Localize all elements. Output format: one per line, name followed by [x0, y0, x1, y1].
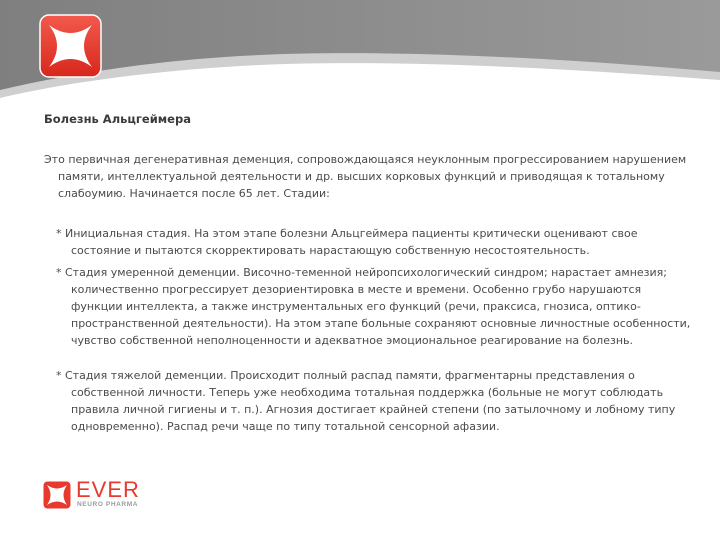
header-logo	[39, 14, 102, 78]
ever-star-logo-icon	[39, 14, 102, 78]
footer-logo	[43, 477, 153, 511]
stage-item-initial: * Инициальная стадия. На этом этапе болезни Альцгеймера пациенты критически оценивают свое состояние и пытаются скорректировать нарастающую собственную несостоятельность.	[56, 227, 638, 257]
stage-item-moderate: * Стадия умеренной деменции. Височно-теменной нейропсихологический синдром; нарастает амнезия; количественно прогрессирует дезориентировка в месте и времени. Особенно грубо нарушаются функции интеллекта, а также инструментальных его функций (речи, праксиса, гнозиса, оптико-пространственной деятельности). На этом этапе больные сохраняют основные личностные особенности, чувство собственной неполноценности и адекватное эмоциональное реагирование на болезнь.	[56, 266, 691, 347]
header-wave-icon	[0, 0, 720, 120]
stage-item-severe: * Стадия тяжелой деменции. Происходит полный распад памяти, фрагментарны представления о собственной личности. Теперь уже необходима тотальная поддержка (больные не могут соблюдать правила личной гигиены и т. п.). Агнозия достигает крайней степени (по затылочному и лобному типу одновременно). Распад речи чаще по типу тотальной сенсорной афазии.	[56, 369, 676, 433]
slide-title: Болезнь Альцгеймера	[44, 112, 191, 126]
intro-paragraph: Это первичная дегенеративная деменция, сопровождающаяся неуклонным прогрессированием нарушением памяти, интеллектуальной деятельности и др. высших корковых функций и приводящая к тотальному слабоумию. Начинается после 65 лет. Стадии:	[44, 153, 687, 200]
header-band	[0, 0, 720, 120]
ever-star-mark-icon	[43, 481, 71, 509]
footer-brand-text: EVER	[76, 477, 140, 502]
footer-brand-subtitle: NEURO PHARMA	[77, 501, 139, 508]
